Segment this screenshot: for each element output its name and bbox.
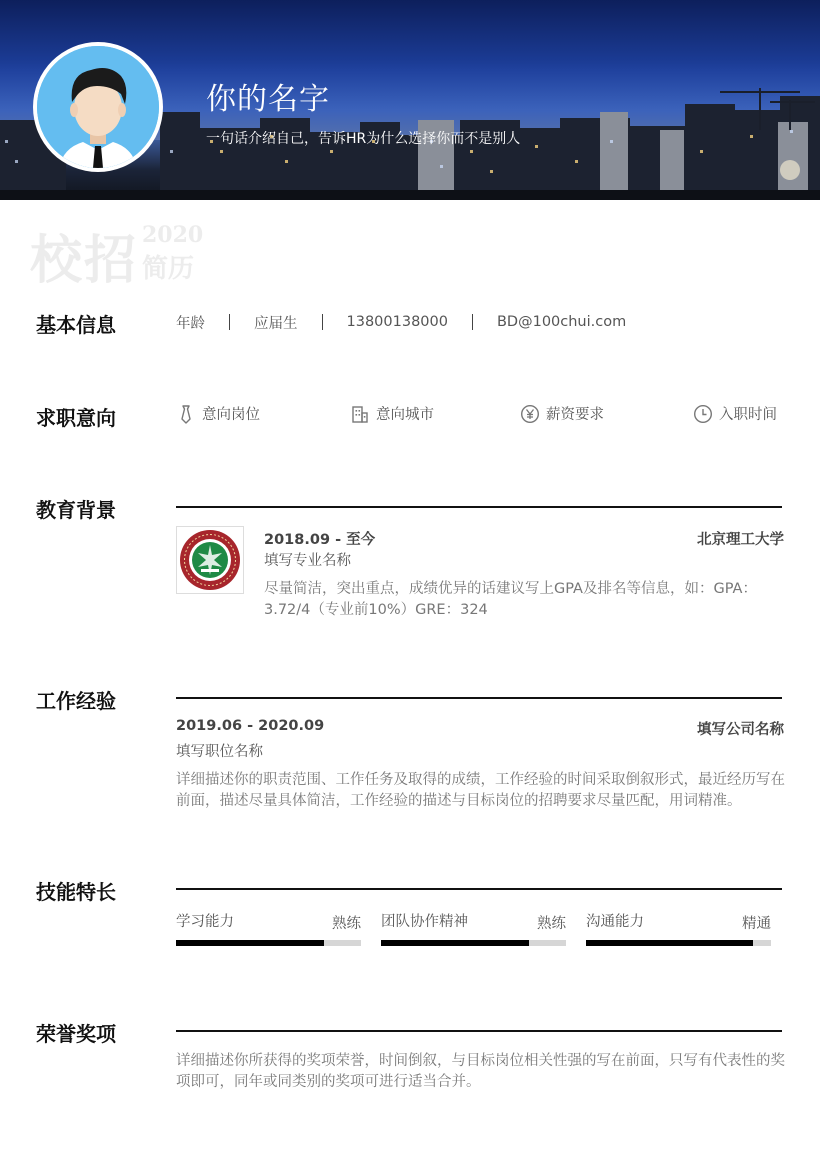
skill-bar-track	[176, 940, 361, 946]
work-description: 详细描述你的职责范围、工作任务及取得的成绩，工作经验的时间采取倒叙形式，最近经历写在前面，描述尽量具体简洁，工作经验的描述与目标岗位的招聘要求尽量匹配，用词精准。	[176, 772, 785, 809]
skill-name: 团队协作精神	[381, 914, 468, 930]
status-field: 应届生	[254, 315, 298, 332]
building-icon	[350, 404, 370, 424]
watermark-sub: 简历	[142, 254, 195, 284]
education-period: 2018.09 - 至今	[264, 532, 376, 548]
candidate-name: 你的名字	[206, 82, 330, 117]
intent-city	[350, 403, 434, 424]
section-title-basic-info: 基本信息	[36, 313, 116, 337]
skill-bar-track	[381, 940, 566, 946]
school-logo	[176, 526, 244, 594]
skill-name: 沟通能力	[586, 914, 644, 930]
header-banner	[0, 0, 820, 200]
skill-bar-fill	[586, 940, 753, 946]
skill-item	[176, 910, 361, 948]
intent-position-label: 意向岗位	[202, 407, 260, 423]
intent-position	[176, 403, 260, 424]
divider	[229, 314, 230, 330]
position-name: 填写职位名称	[176, 744, 263, 760]
intent-start-date-label: 入职时间	[719, 407, 777, 423]
tie-icon	[176, 404, 196, 424]
skill-item	[381, 910, 566, 948]
work-period: 2019.06 - 2020.09	[176, 718, 325, 734]
age-field: 年龄	[176, 315, 205, 332]
skill-bar-fill	[176, 940, 324, 946]
section-title-honors: 荣誉奖项	[36, 1022, 116, 1046]
intent-salary	[520, 403, 604, 424]
watermark-main: 校招	[30, 230, 139, 291]
skill-item	[586, 910, 771, 948]
yen-icon	[520, 404, 540, 424]
intent-start-date	[693, 403, 777, 424]
section-divider	[176, 506, 782, 508]
section-divider	[176, 1030, 782, 1032]
skill-level: 熟练	[537, 916, 566, 932]
honors-description: 详细描述你所获得的奖项荣誉，时间倒叙，与目标岗位相关性强的写在前面，只写有代表性的奖项即可，同年或同类别的奖项可进行适当合并。	[176, 1053, 785, 1090]
section-divider	[176, 888, 782, 890]
intent-salary-label: 薪资要求	[546, 407, 604, 423]
intent-city-label: 意向城市	[376, 407, 434, 423]
avatar	[33, 42, 163, 172]
watermark-year: 2020	[142, 222, 204, 248]
education-description: 尽量简洁，突出重点，成绩优异的话建议写上GPA及排名等信息，如：GPA：3.72/4（专业前10%）GRE：324	[264, 581, 757, 618]
phone-field: 13800138000	[346, 314, 448, 330]
section-title-skills: 技能特长	[36, 880, 116, 904]
divider	[322, 314, 323, 330]
candidate-tagline: 一句话介绍自己，告诉HR为什么选择你而不是别人	[206, 131, 521, 147]
person-avatar-icon	[37, 46, 159, 168]
section-divider	[176, 697, 782, 699]
skill-bar-fill	[381, 940, 529, 946]
major-name: 填写专业名称	[264, 553, 351, 569]
basic-info-row	[176, 311, 626, 333]
divider	[472, 314, 473, 330]
clock-icon	[693, 404, 713, 424]
skill-level: 精通	[742, 916, 771, 932]
university-emblem-icon	[179, 529, 241, 591]
company-name: 填写公司名称	[697, 722, 784, 738]
skill-name: 学习能力	[176, 914, 234, 930]
skill-level: 熟练	[332, 916, 361, 932]
email-field: BD@100chui.com	[496, 314, 627, 330]
skill-bar-track	[586, 940, 771, 946]
school-name: 北京理工大学	[697, 532, 784, 548]
section-title-work: 工作经验	[36, 689, 116, 713]
section-title-job-intention: 求职意向	[36, 406, 116, 430]
section-title-education: 教育背景	[36, 498, 116, 522]
